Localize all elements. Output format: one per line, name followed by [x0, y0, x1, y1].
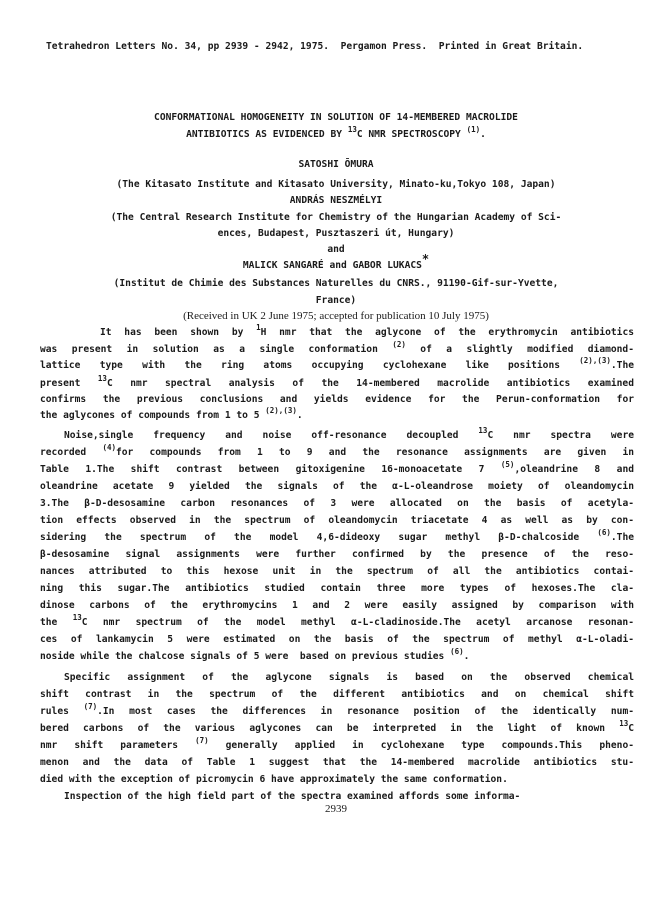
body-line: Noise,single frequency and noise off-resonance decoupled $^{13}$C nmr spectra were [64, 426, 634, 441]
title-text-a: ANTIBIOTICS AS EVIDENCED BY [186, 129, 348, 140]
body-line: nances attributed to this hexose unit in the spectrum of all the antibiotics contai- [40, 566, 634, 577]
author-2: ANDRÁS NESZMÉLYI [289, 195, 383, 206]
body-line: recorded $^{(4)}$for compounds from 1 to 9 and the resonance assignments are given in [40, 443, 635, 458]
running-header: Tetrahedron Letters No. 34, pp 2939 - 2942, 1975. Pergamon Press. Printed in Great Britain. [46, 41, 584, 52]
body-line: Inspection of the high field part of the spectra examined affords some informa- [64, 791, 521, 802]
author-1: SATOSHI ŌMURA [298, 159, 374, 170]
affiliation-2-line-1: (The Central Research Institute for Chemistry of the Hungarian Academy of Sci- [110, 212, 562, 223]
body-line: ning this sugar.The antibiotics studied contain three more types of hexoses.The cla- [40, 583, 634, 594]
body-line: present $^{13}$C nmr spectral analysis of the 14-membered macrolide antibiotics examined [40, 374, 634, 389]
author-3-names: MALICK SANGARÉ and GABOR LUKACS [242, 260, 422, 271]
title-line-2 [0, 127, 672, 143]
body-line: ces of lankamycin 5 were estimated on the basis of the spectrum of methyl α-L-oladi- [40, 634, 634, 645]
affiliation-2-line-2: ences, Budapest, Pusztaszeri út, Hungary) [217, 228, 455, 239]
body-line: 3.The β-D-desosamine carbon resonances of 3 were allocated on the basis of acetyla- [40, 498, 634, 509]
title-text-end: . [480, 129, 486, 140]
title-text-b: C NMR SPECTROSCOPY [356, 129, 467, 140]
received-dates: (Received in UK 2 June 1975; accepted for publication 10 July 1975) [183, 310, 489, 322]
body-line: menon and the data of Table 1 suggest that the 14-membered macrolide antibiotics stu- [40, 757, 634, 768]
body-line: the aglycones of compounds from 1 to 5 $^{(2),(3)}$. [40, 406, 303, 421]
affiliation-3-line-1: (Institut de Chimie des Substances Naturelles du CNRS., 91190-Gif-sur-Yvette, [113, 278, 559, 289]
body-line: noside while the chalcose signals of 5 were based on previous studies $^{(6)}$. [40, 647, 470, 662]
title-reference: (1) [466, 125, 481, 134]
title-isotope: 13 [347, 125, 357, 134]
page-number: 2939 [325, 803, 347, 815]
body-line: died with the exception of picromycin 6 have approximately the same conformation. [40, 774, 508, 785]
body-line: lattice type with the ring atoms occupying cyclohexane like positions $^{(2),(3)}$.The [40, 356, 634, 371]
body-line: was present in solution as a single conformation $^{(2)}$ of a slightly modified diamond- [40, 340, 634, 355]
affiliation-1: (The Kitasato Institute and Kitasato University, Minato-ku,Tokyo 108, Japan) [116, 179, 556, 190]
body-line: shift contrast in the spectrum of the different antibiotics and on chemical shift [40, 689, 634, 700]
body-line: the $^{13}$C nmr spectrum of the model methyl α-L-cladinoside.The acetyl arcanose resonan- [40, 613, 634, 628]
body-line: oleandrine acetate 9 yielded the signals of the α-L-oleandrose moiety of oleandomycin [40, 481, 634, 492]
body-line: β-desosamine signal assignments were further confirmed by the presence of the reso- [40, 549, 634, 560]
body-line: confirms the previous conclusions and yields evidence for the Perun-conformation for [40, 394, 634, 405]
body-line: bered carbons of the various aglycones can be interpreted in the light of known $^{13}$C [40, 719, 634, 734]
body-line: dinose carbons of the erythromycins 1 and 2 were easily assigned by comparison with [40, 600, 634, 611]
body-line: Table 1.The shift contrast between gitoxigenine 16-monoacetate 7 $^{(5)}$,oleandrine 8 and [40, 460, 634, 475]
and-separator: and [327, 244, 345, 255]
body-line: tion effects observed in the spectrum of oleandomycin triacetate 4 as well as by con- [40, 515, 634, 526]
body-line: It has been shown by $^1$H nmr that the aglycone of the erythromycin antibiotics [100, 323, 634, 338]
body-line: sidering the spectrum of the model 4,6-dideoxy sugar methyl β-D-chalcoside $^{(6)}$.The [40, 528, 634, 543]
body-line: nmr shift parameters $^{(7)}$ generally applied in cyclohexane type compounds.This pheno- [40, 736, 634, 751]
author-3 [0, 252, 672, 274]
title-line-1: CONFORMATIONAL HOMOGENEITY IN SOLUTION OF 14-MEMBERED MACROLIDE [154, 112, 518, 123]
affiliation-3-line-2: France) [315, 295, 357, 306]
corresponding-author-mark: * [421, 252, 430, 266]
body-line: Specific assignment of the aglycone signals is based on the observed chemical [64, 672, 634, 683]
body-line: rules $^{(7)}$.In most cases the differences in resonance position of the identically num- [40, 702, 634, 717]
